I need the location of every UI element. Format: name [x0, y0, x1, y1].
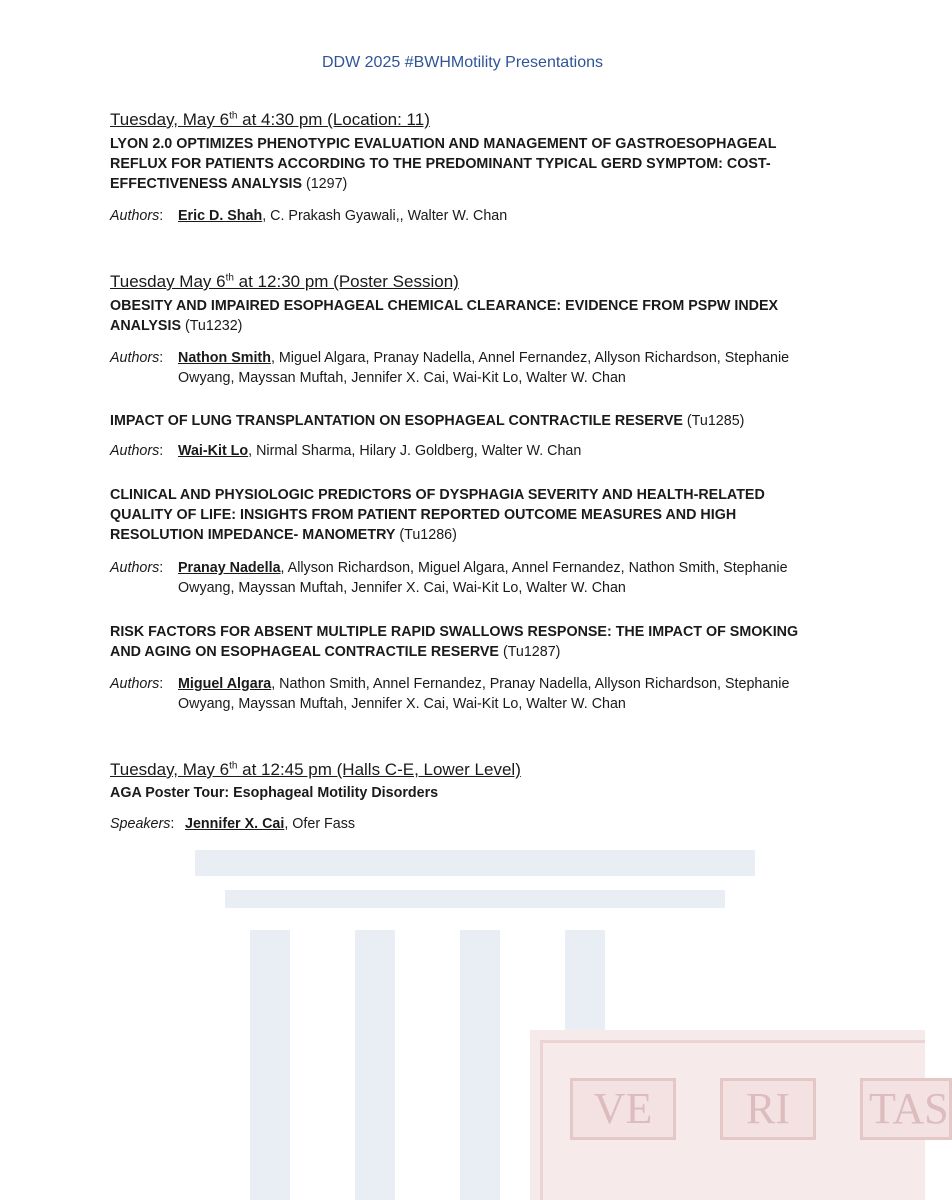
session-header: Tuesday, May 6th at 12:45 pm (Halls C-E, Lower Level) [110, 760, 521, 779]
talk-title: RISK FACTORS FOR ABSENT MULTIPLE RAPID SWALLOWS RESPONSE: THE IMPACT OF SMOKING AND AGING ON ESOPHAGEAL CONTRACTILE RESERVE (Tu1287) [110, 624, 799, 660]
author-line: Authors: Pranay Nadella, Allyson Richardson, Miguel Algara, Annel Fernandez, Nathon Smith, Stephanie Owyang, Mayssan Muftah, Jennifer X. Cai, Wai-Kit Lo, Walter W. Chan [110, 560, 788, 596]
speaker-line: Speakers: Jennifer X. Cai, Ofer Fass [110, 816, 356, 832]
presenter-name: Nathon Smith [178, 350, 271, 366]
talk-title: IMPACT OF LUNG TRANSPLANTATION ON ESOPHAGEAL CONTRACTILE RESERVE (Tu1285) [110, 413, 745, 429]
talk-title: CLINICAL AND PHYSIOLOGIC PREDICTORS OF DYSPHAGIA SEVERITY AND HEALTH-RELATED QUALITY OF LIFE: INSIGHTS FROM PATIENT REPORTED OUTCOME MEASURES AND HIGH RESOLUTION IMPEDANCE- MANOMETRY (Tu1286) [110, 487, 765, 543]
session-header: Tuesday, May 6th at 4:30 pm (Location: 11) [110, 110, 430, 129]
session-header: Tuesday May 6th at 12:30 pm (Poster Session) [110, 272, 459, 291]
presenter-name: Eric D. Shah [178, 208, 263, 224]
presenter-name: Wai-Kit Lo [178, 443, 249, 459]
watermark-book-2: RI [720, 1078, 816, 1140]
watermark-book-1: VE [570, 1078, 676, 1140]
page-title: DDW 2025 #BWHMotility Presentations [322, 54, 603, 71]
author-line: Authors: Wai-Kit Lo, Nirmal Sharma, Hilary J. Goldberg, Walter W. Chan [110, 443, 582, 459]
presenter-name: Jennifer X. Cai [185, 816, 285, 832]
author-line: Authors: Eric D. Shah, C. Prakash Gyawali,, Walter W. Chan [110, 208, 508, 224]
presenter-name: Miguel Algara [178, 676, 272, 692]
watermark-book-3: TAS [860, 1078, 952, 1140]
talk-title: LYON 2.0 OPTIMIZES PHENOTYPIC EVALUATION AND MANAGEMENT OF GASTROESOPHAGEAL REFLUX FOR PATIENTS ACCORDING TO THE PREDOMINANT TYPICAL GERD SYMPTOM: COST-EFFECTIVENESS ANALYSIS (1297) [110, 136, 777, 192]
author-line: Authors: Nathon Smith, Miguel Algara, Pranay Nadella, Annel Fernandez, Allyson Richardson, Stephanie Owyang, Mayssan Muftah, Jennifer X. Cai, Wai-Kit Lo, Walter W. Chan [110, 350, 790, 386]
talk-title: AGA Poster Tour: Esophageal Motility Disorders [110, 785, 439, 801]
author-line: Authors: Miguel Algara, Nathon Smith, Annel Fernandez, Pranay Nadella, Allyson Richardson, Stephanie Owyang, Mayssan Muftah, Jennifer X. Cai, Wai-Kit Lo, Walter W. Chan [110, 676, 790, 712]
presenter-name: Pranay Nadella [178, 560, 281, 576]
talk-title: OBESITY AND IMPAIRED ESOPHAGEAL CHEMICAL CLEARANCE: EVIDENCE FROM PSPW INDEX ANALYSIS (Tu1232) [110, 298, 779, 334]
